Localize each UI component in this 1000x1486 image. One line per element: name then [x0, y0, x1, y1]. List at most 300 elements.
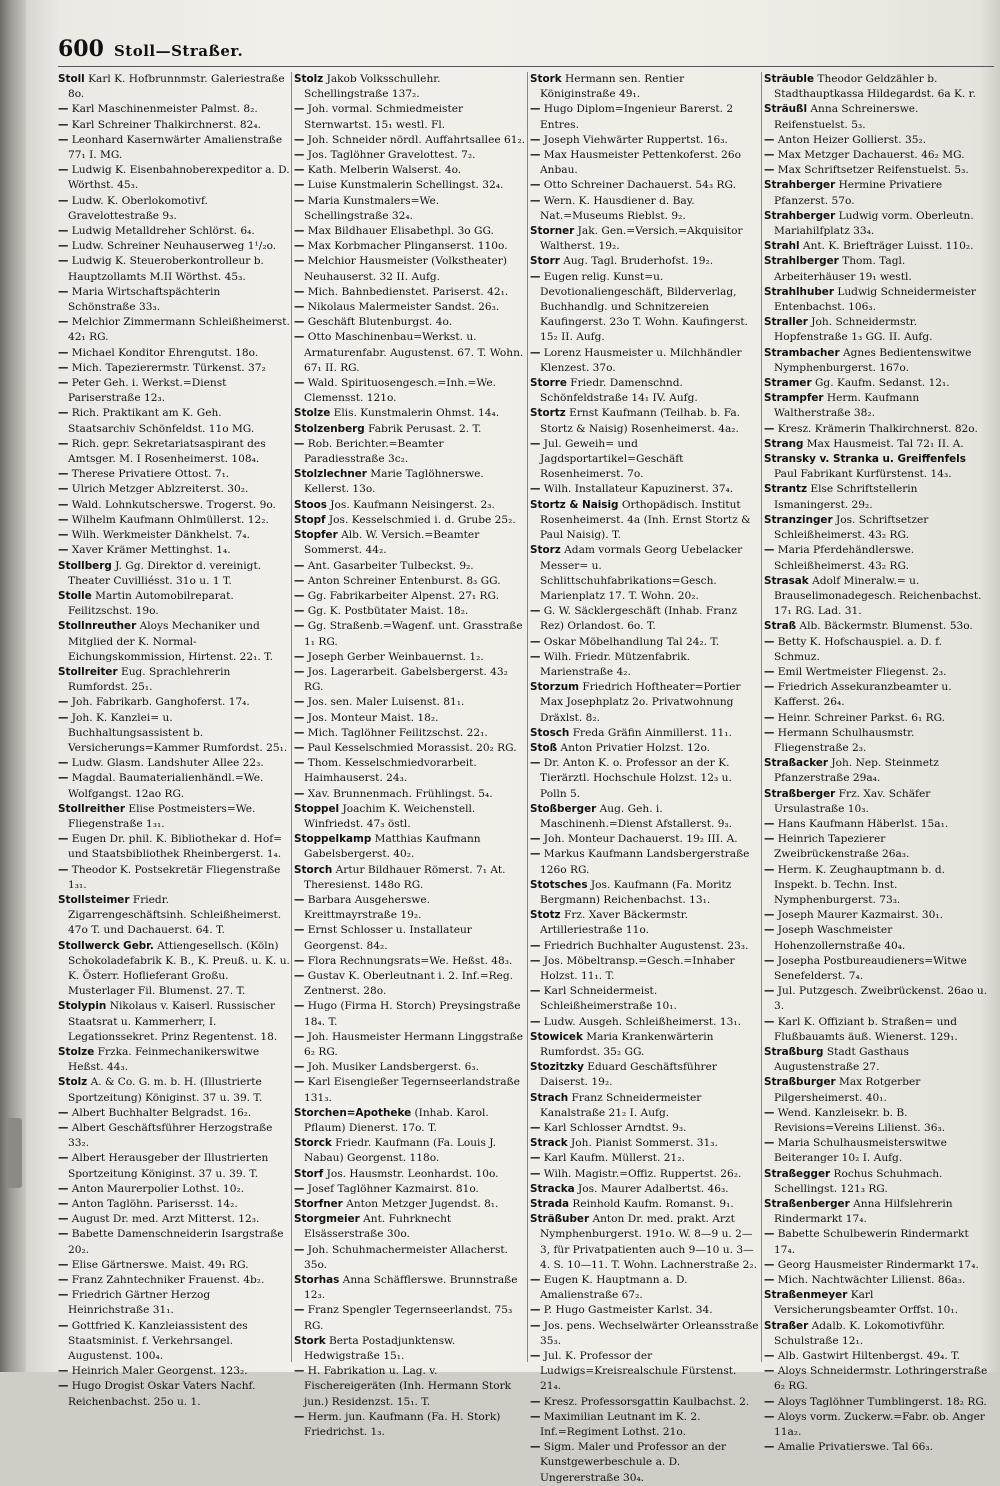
entry-details: Maria Wirtschaftspächterin Schönstraße 33₃.	[68, 285, 221, 314]
entry-surname: —	[294, 665, 305, 678]
entry-details: Jos. Hausmstr. Leonhardst. 10o.	[323, 1167, 499, 1180]
directory-entry	[294, 787, 526, 802]
entry-details: Herm. jun. Kaufmann (Fa. H. Stork) Friedrichst. 1₃.	[304, 1410, 501, 1439]
entry-surname: —	[530, 1350, 541, 1363]
entry-surname: —	[530, 650, 541, 663]
directory-entry	[530, 650, 760, 680]
entry-surname: Stollberg	[58, 559, 112, 572]
entry-details: Markus Kaufmann Landsbergerstraße 126o RG.	[540, 848, 750, 876]
entry-details: Josepha Postbureaudieners=Witwe Senefelderst. 7₄.	[774, 954, 967, 982]
directory-entry	[764, 1015, 990, 1045]
entry-details: Hugo (Firma H. Storch) Preysingstraße 18₄. T.	[304, 1000, 521, 1028]
entry-details: Jos. sen. Maler Luisenst. 81₁.	[304, 696, 465, 709]
entry-details: H. Fabrikation u. Lag. v. Fischereigeräten (Inh. Hermann Stork jun.) Residenzst. 15₁. T.	[304, 1365, 512, 1408]
entry-surname: Stoppel	[294, 802, 340, 815]
entry-details: Joh. Fabrikarb. Ganghoferst. 17₄.	[68, 696, 250, 709]
entry-details: Ludwig K. Steueroberkontrolleur b. Hauptzollamts M.II Wörthst. 45₃.	[68, 255, 264, 283]
directory-entry	[764, 133, 990, 148]
entry-details: Joh. Schneider nördl. Auffahrtsallee 61₂.	[304, 133, 526, 146]
entry-surname: —	[764, 817, 775, 830]
directory-entry	[530, 482, 760, 497]
entry-surname: —	[58, 1182, 69, 1195]
entry-details: Hugo Diplom=Ingenieur Barerst. 2 Entres.	[540, 103, 734, 131]
entry-surname: —	[294, 301, 305, 314]
directory-column-4	[764, 72, 990, 1454]
directory-entry	[58, 939, 290, 1000]
directory-entry	[530, 1151, 760, 1166]
directory-entry	[764, 1136, 990, 1166]
entry-details: Ant. Gasarbeiter Tulbeckst. 9₂.	[304, 559, 474, 572]
directory-entry	[530, 741, 760, 756]
entry-surname: Strambacher	[764, 346, 840, 359]
directory-entry	[764, 1440, 990, 1455]
entry-surname: Stramer	[764, 377, 812, 390]
entry-surname: Stolze	[294, 407, 331, 420]
directory-entry	[58, 1212, 290, 1227]
directory-entry	[530, 847, 760, 877]
entry-details: Wilh. Friedr. Mützenfabrik. Marienstraße 4₂.	[540, 650, 691, 678]
directory-entry	[530, 406, 760, 436]
entry-surname: Stork	[294, 1334, 326, 1347]
directory-entry	[58, 102, 290, 117]
entry-details: Elise Postmeisters=We. Fliegenstraße 1₃₁.	[68, 802, 256, 830]
entry-details: Joh. vormal. Schmiedmeister Sternwartst. 15₁ westl. Fl.	[304, 103, 464, 131]
entry-surname: —	[58, 863, 69, 876]
entry-surname: —	[764, 985, 775, 998]
directory-entry	[764, 635, 990, 665]
directory-entry	[294, 437, 526, 467]
directory-entry	[764, 163, 990, 178]
entry-details: Ulrich Metzger Ablzreiterst. 30₂.	[68, 483, 249, 496]
entry-surname: —	[530, 1395, 541, 1408]
directory-entry	[58, 695, 290, 710]
entry-details: Jul. Putzgesch. Zweibrückenst. 26ao u. 3.	[774, 985, 988, 1013]
directory-entry	[58, 863, 290, 893]
directory-entry	[58, 711, 290, 757]
entry-details: Amalie Privatierswe. Tal 66₃.	[774, 1441, 933, 1454]
entry-surname: Strahberger	[764, 179, 836, 192]
entry-surname: —	[58, 118, 69, 131]
directory-entry	[58, 1197, 290, 1212]
entry-surname: —	[294, 331, 305, 344]
directory-entry	[530, 756, 760, 802]
directory-entry	[58, 665, 290, 695]
directory-entry	[764, 1288, 990, 1318]
entry-details: Jos. Kesselschmied i. d. Grube 25₂.	[325, 513, 516, 526]
directory-entry	[294, 999, 526, 1029]
entry-details: Joachim K. Weichenstell. Winfriedst. 47₃ östl.	[304, 802, 476, 830]
entry-surname: —	[530, 1441, 541, 1454]
entry-surname: —	[294, 240, 305, 253]
entry-surname: Strantz	[764, 483, 807, 496]
directory-entry	[764, 437, 990, 452]
directory-entry	[764, 513, 990, 543]
entry-details: Dr. Anton K. o. Professor an der K. Tierärztl. Hochschule Holzst. 12₃ u. Polln 5.	[540, 757, 732, 800]
directory-entry	[530, 346, 760, 376]
directory-entry	[530, 498, 760, 544]
entry-details: Elis. Kunstmalerin Ohmst. 14₄.	[330, 407, 500, 420]
entry-details: Gg. Fabrikarbeiter Alpenst. 27₁ RG.	[304, 589, 499, 602]
entry-surname: —	[294, 1182, 305, 1195]
entry-surname: Storgmeier	[294, 1213, 360, 1226]
entry-details: Joh. Schuhmachermeister Allacherst. 35o.	[304, 1243, 509, 1271]
entry-surname: —	[764, 863, 775, 876]
entry-details: Joh. K. Kanzlei= u. Buchhaltungsassistent b. Versicherungs=Kammer Rumfordst. 25₁.	[68, 711, 288, 754]
entry-details: Hans Kaufmann Häberlst. 15a₁.	[774, 817, 949, 830]
directory-entry	[764, 1075, 990, 1105]
entry-surname: —	[58, 164, 69, 177]
directory-entry	[764, 254, 990, 284]
entry-surname: —	[764, 1365, 775, 1378]
entry-details: Adolf Mineralw.= u. Brauselimonadegesch. Reichenbachst. 17₁ RG. Lad. 31.	[774, 574, 982, 618]
entry-surname: —	[530, 149, 541, 162]
entry-surname: Stosch	[530, 726, 570, 739]
entry-details: Gg. Kaufm. Sedanst. 12₁.	[811, 377, 950, 390]
entry-details: Berta Postadjunktensw. Hedwigstraße 15₁.	[304, 1334, 456, 1363]
directory-entry	[530, 1121, 760, 1136]
entry-surname: Strang	[764, 437, 804, 450]
entry-surname: —	[58, 437, 69, 450]
directory-entry	[294, 1212, 526, 1242]
directory-entry	[764, 148, 990, 163]
directory-entry	[58, 1379, 290, 1409]
entry-details: Aug. Geh. i. Maschinenh.=Dienst Afstallerst. 9₃.	[540, 802, 733, 830]
entry-details: Friedr. Damenschnd. Schönfeldstraße 14₁ IV. Aufg.	[540, 377, 698, 405]
entry-details: Oskar Möbelhandlung Tal 24₂. T.	[540, 635, 720, 648]
entry-surname: Stolz	[58, 1076, 88, 1089]
entry-surname: —	[764, 924, 775, 937]
entry-surname: —	[530, 1167, 541, 1180]
entry-surname: —	[58, 225, 69, 238]
entry-details: Ant. K. Briefträger Luisst. 110₂.	[799, 240, 974, 253]
entry-surname: Stollwerck Gebr.	[58, 939, 154, 952]
entry-details: Heinrich Maler Georgenst. 123₂.	[68, 1365, 248, 1378]
entry-details: Eduard Geschäftsführer Daiserst. 19₂.	[540, 1061, 717, 1089]
entry-surname: —	[764, 954, 775, 967]
entry-details: Joseph Waschmeister Hohenzollernstraße 40₄.	[774, 924, 906, 952]
entry-surname: —	[294, 893, 305, 906]
entry-surname: —	[294, 164, 305, 177]
directory-entry	[764, 1395, 990, 1410]
directory-entry	[294, 315, 526, 330]
directory-entry	[530, 1273, 760, 1303]
entry-surname: Storf	[294, 1167, 324, 1180]
directory-entry	[530, 194, 760, 224]
directory-entry	[764, 1319, 990, 1349]
directory-entry	[764, 954, 990, 984]
entry-details: Sigm. Maler und Professor an der Kunstgewerbeschule a. D. Ungererstraße 30₄.	[540, 1441, 727, 1484]
entry-surname: —	[58, 696, 69, 709]
entry-surname: —	[764, 422, 775, 435]
entry-surname: —	[58, 772, 69, 785]
directory-entry	[294, 102, 526, 132]
directory-entry	[764, 482, 990, 512]
entry-details: Mich. Tapezierermstr. Türkenst. 37₂	[68, 361, 266, 374]
entry-details: Karl K. Hofbrunnmstr. Galeriestraße 8o.	[68, 73, 285, 101]
entry-surname: —	[294, 696, 305, 709]
entry-surname: —	[764, 833, 775, 846]
entry-surname: —	[530, 1122, 541, 1135]
entry-surname: Stranzinger	[764, 513, 833, 526]
directory-entry	[764, 72, 990, 102]
directory-entry	[294, 422, 526, 437]
entry-details: Jul. K. Professor der Ludwigs=Kreisrealschule Fürstenst. 21₄.	[540, 1350, 737, 1393]
entry-surname: —	[764, 1350, 775, 1363]
directory-entry	[58, 346, 290, 361]
entry-surname: —	[58, 1274, 69, 1287]
entry-surname: —	[294, 1030, 305, 1043]
entry-details: Nikolaus v. Kaiserl. Russischer Staatsrat u. Kammerherr, I. Legationssekret. Prinz Regentenst. 18.	[68, 1000, 278, 1043]
entry-surname: —	[530, 1410, 541, 1423]
directory-entry	[764, 756, 990, 786]
directory-entry	[294, 863, 526, 893]
entry-details: Alb. Bäckermstr. Blumenst. 53o.	[796, 620, 973, 633]
entry-details: Max Metzger Dachauerst. 46₂ MG.	[774, 149, 965, 162]
entry-details: Anton Maurerpolier Lothst. 10₂.	[68, 1182, 245, 1195]
directory-entry	[530, 1410, 760, 1440]
entry-details: Aloys Schneidermstr. Lothringerstraße 6₂ RG.	[774, 1365, 988, 1393]
directory-entry	[294, 604, 526, 619]
directory-entry	[58, 543, 290, 558]
entry-surname: —	[530, 757, 541, 770]
directory-entry	[530, 1167, 760, 1182]
entry-surname: —	[294, 787, 305, 800]
directory-entry	[530, 270, 760, 346]
directory-entry	[764, 817, 990, 832]
entry-surname: —	[58, 285, 69, 298]
directory-entry	[764, 619, 990, 634]
entry-details: Therese Privatiere Ottost. 7₁.	[68, 468, 230, 481]
entry-surname: —	[294, 225, 305, 238]
directory-entry	[764, 908, 990, 923]
entry-surname: Straßburger	[764, 1076, 836, 1089]
entry-surname: Strampfer	[764, 392, 824, 405]
directory-entry	[294, 194, 526, 224]
entry-details: Peter Geh. i. Werkst.=Dienst Pariserstraße 12₃.	[68, 377, 227, 405]
entry-details: Kath. Melberin Walserst. 4o.	[304, 164, 462, 177]
entry-surname: Stowicek	[530, 1030, 583, 1043]
directory-entry	[294, 1303, 526, 1333]
entry-surname: Stolze	[58, 1046, 95, 1058]
directory-entry	[58, 163, 290, 193]
entry-details: Albert Buchhalter Belgradst. 16₂.	[68, 1106, 252, 1119]
directory-entry	[530, 832, 760, 847]
entry-details: Barbara Ausgeherswe. Kreittmayrstraße 19₂.	[304, 893, 431, 922]
directory-entry	[58, 239, 290, 254]
entry-surname: —	[764, 1395, 775, 1408]
entry-surname: Stollnreuther	[58, 620, 137, 633]
entry-details: Maximilian Leutnant im K. 2. Inf.=Regiment Lothst. 21o.	[540, 1410, 701, 1439]
entry-details: Adalb. K. Lokomotivführ. Schulstraße 12₁.	[774, 1319, 946, 1347]
entry-surname: Straßacker	[764, 757, 829, 770]
directory-entry	[764, 787, 990, 817]
entry-surname: —	[294, 285, 305, 298]
entry-details: Georg Hausmeister Rindermarkt 17₄.	[774, 1258, 979, 1271]
directory-entry	[58, 1364, 290, 1379]
directory-entry	[530, 1212, 760, 1273]
entry-details: Ludw. Ausgeh. Schleißheimerst. 13₁.	[540, 1015, 741, 1028]
entry-surname: —	[58, 377, 69, 390]
entry-surname: Sträßuber	[530, 1213, 590, 1226]
entry-surname: Storner	[530, 225, 575, 238]
directory-entry	[764, 863, 990, 909]
entry-details: Frzka. Feinmechanikerswitwe Heßst. 44₃.	[68, 1046, 260, 1074]
entry-surname: —	[530, 483, 541, 496]
directory-entry	[530, 1303, 760, 1318]
entry-surname: —	[530, 1274, 541, 1287]
entry-details: Otto Schreiner Dachauerst. 54₃ RG.	[540, 179, 736, 192]
directory-entry	[294, 1243, 526, 1273]
column-divider	[761, 72, 762, 1362]
entry-surname: —	[764, 665, 775, 678]
entry-details: Ludwig K. Eisenbahnoberexpeditor a. D. Wörthst. 45₃.	[68, 164, 290, 192]
entry-surname: —	[58, 483, 69, 496]
entry-details: Joseph Gerber Weinbauernst. 1₂.	[304, 650, 484, 663]
entry-surname: —	[58, 529, 69, 542]
entry-surname: Stotz	[530, 909, 561, 922]
entry-details: Nikolaus Malermeister Sandst. 26₃.	[304, 301, 500, 314]
directory-entry	[294, 589, 526, 604]
entry-details: Karl Kaufm. Müllerst. 21₂.	[540, 1152, 685, 1165]
entry-surname: —	[58, 346, 69, 359]
directory-entry	[294, 954, 526, 969]
entry-details: Hermine Privatiere Pfanzerst. 57o.	[774, 179, 943, 207]
entry-details: Aloys vorm. Zuckerw.=Fabr. ob. Anger 11a₂.	[774, 1410, 985, 1439]
directory-entry	[58, 802, 290, 832]
directory-entry	[294, 1060, 526, 1075]
entry-surname: —	[530, 270, 541, 283]
directory-entry	[58, 589, 290, 619]
entry-surname: —	[530, 939, 541, 952]
entry-details: Anton Schreiner Entenburst. 8₃ GG.	[304, 574, 501, 587]
entry-surname: Storchen=Apotheke	[294, 1106, 412, 1119]
directory-entry	[294, 133, 526, 148]
entry-details: Albert Geschäftsführer Herzogstraße 33₂.	[68, 1122, 273, 1150]
entry-details: Maria Schulhausmeisterswitwe Beiteranger 10₂ I. Aufg.	[774, 1137, 947, 1165]
entry-details: Geschäft Blutenburgst. 4o.	[304, 316, 453, 329]
entry-surname: —	[58, 1289, 69, 1302]
directory-entry	[530, 908, 760, 938]
entry-details: Jos. Möbeltransp.=Gesch.=Inhaber Holzst. 11₁. T.	[540, 954, 735, 982]
entry-surname: —	[530, 954, 541, 967]
directory-entry	[294, 163, 526, 178]
entry-details: Anton Dr. med. prakt. Arzt Nymphenburgerst. 191o. W. 8—9 u. 2—3, für Privatpatienten auch 9—10 u. 3—4. S. 10—11. T. Wohn. Lachnerstraße 2₂.	[540, 1213, 757, 1271]
entry-surname: Strach	[530, 1091, 569, 1104]
entry-details: Friedrich Hoftheater=Portier Max Josephplatz 2o. Privatwohnung Dräxlst. 8₂.	[540, 681, 741, 724]
entry-surname: Stransky v. Stranka u. Greiffenfels	[764, 453, 966, 466]
entry-details: Friedrich Gärtner Herzog Heinrichstraße 31₁.	[68, 1289, 211, 1317]
directory-entry	[764, 1045, 990, 1075]
directory-entry	[58, 1151, 290, 1181]
entry-details: Gottfried K. Kanzleiassistent des Staatsminist. f. Verkehrsangel. Augustenst. 100₄.	[68, 1319, 248, 1363]
entry-details: Jak. Gen.=Versich.=Akquisitor Waltherst. 19₂.	[540, 225, 743, 253]
directory-entry	[294, 665, 526, 695]
entry-surname: Straßberger	[764, 787, 836, 800]
entry-surname: —	[294, 377, 305, 390]
entry-details: Aloys Taglöhner Tumblingerst. 18₂ RG.	[774, 1395, 987, 1408]
entry-surname: —	[294, 103, 305, 116]
entry-surname: —	[764, 1410, 775, 1423]
entry-details: Frz. Xaver Bäckermstr. Artilleriestraße 11o.	[540, 909, 689, 937]
directory-entry	[294, 1136, 526, 1166]
entry-details: Max Bildhauer Elisabethpl. 3o GG.	[304, 225, 494, 238]
entry-details: Ludwig Schneidermeister Entenbachst. 106₃.	[774, 285, 976, 314]
entry-surname: —	[764, 711, 775, 724]
directory-entry	[530, 939, 760, 954]
entry-details: Anton Taglöhn. Parisersst. 14₂.	[68, 1198, 238, 1211]
entry-surname: Strack	[530, 1137, 568, 1150]
directory-entry	[294, 72, 526, 102]
entry-details: Agnes Bedientenswitwe Nymphenburgerst. 167o.	[774, 346, 972, 374]
entry-details: Joh. Hausmeister Hermann Linggstraße 6₂ RG.	[304, 1030, 524, 1058]
directory-entry	[530, 1182, 760, 1197]
entry-details: Wilh. Installateur Kapuzinerst. 37₄.	[540, 483, 734, 496]
directory-entry	[764, 178, 990, 208]
entry-surname: Stolypin	[58, 1000, 107, 1013]
directory-entry	[58, 406, 290, 436]
entry-details: Karl Versicherungsbeamter Orffst. 10₁.	[774, 1289, 958, 1317]
entry-surname: —	[58, 757, 69, 770]
entry-surname: —	[58, 194, 69, 207]
entry-surname: —	[58, 498, 69, 511]
entry-surname: Stozitzky	[530, 1061, 584, 1074]
directory-entry	[294, 178, 526, 193]
entry-details: Herm. Kaufmann Waltherstraße 38₂.	[774, 392, 920, 420]
directory-entry	[58, 1319, 290, 1365]
entry-details: Wend. Kanzleisekr. b. B. Revisions=Vereins Lilienst. 36₃.	[774, 1106, 946, 1135]
directory-entry	[294, 1273, 526, 1303]
directory-entry	[58, 1106, 290, 1121]
entry-details: Hermann Schulhausmstr. Fliegenstraße 2₃.	[774, 726, 915, 754]
entry-surname: —	[530, 1152, 541, 1165]
entry-details: Wilhelm Kaufmann Ohlmüllerst. 12₂.	[68, 513, 269, 526]
entry-details: Eugen K. Hauptmann a. D. Amalienstraße 67₂.	[540, 1274, 688, 1302]
entry-details: Freda Gräfin Ainmillerst. 11₁.	[569, 726, 732, 739]
entry-details: Anton Heizer Gollierst. 35₂.	[774, 133, 927, 146]
entry-details: Ernst Kaufmann (Teilhab. b. Fa. Stortz & Naisig) Rosenheimerst. 4a₂.	[540, 407, 741, 435]
entry-surname: —	[530, 1319, 541, 1332]
entry-details: Karl Schreiner Thalkirchnerst. 82₄.	[68, 118, 261, 131]
entry-details: Gustav K. Oberleutnant i. 2. Inf.=Reg. Zentnerst. 28o.	[304, 969, 513, 998]
entry-surname: —	[294, 194, 305, 207]
directory-entry	[294, 1364, 526, 1410]
entry-surname: —	[58, 1198, 69, 1211]
entry-details: Jos. Lagerarbeit. Gabelsbergerst. 43₂ RG.	[304, 665, 508, 694]
directory-entry	[530, 635, 760, 650]
directory-entry	[294, 1167, 526, 1182]
directory-entry	[58, 482, 290, 497]
entry-details: Adam vormals Georg Uebelacker Messer= u. Schlittschuhfabrikations=Gesch. Marienplatz 17. T. Wohn. 20₂.	[540, 544, 743, 602]
directory-entry	[764, 315, 990, 345]
entry-details: Jos. pens. Wechselwärter Orleansstraße 35₃.	[540, 1319, 759, 1347]
entry-details: Jos. Schriftsetzer Schleißheimerst. 43₂ RG.	[774, 513, 929, 542]
directory-entry	[530, 1060, 760, 1090]
entry-details: Ant. Fuhrknecht Elsässerstraße 30o.	[304, 1213, 452, 1241]
directory-entry	[530, 802, 760, 832]
directory-entry	[530, 1349, 760, 1395]
entry-surname: —	[58, 833, 69, 846]
entry-details: Wern. K. Hausdiener d. Bay. Nat.=Museums Rieblst. 9₂.	[540, 194, 695, 222]
entry-details: Max Hausmeister Pettenkoferst. 26o Anbau.	[540, 149, 742, 177]
directory-entry	[58, 1121, 290, 1151]
directory-entry	[764, 832, 990, 862]
entry-details: Franz Spengler Tegernseerlandst. 75₃ RG.	[304, 1304, 513, 1332]
entry-details: Eugen relig. Kunst=u. Devotionaliengeschäft, Bilderverlag, Buchhandlg. und Schnitzereien Kaufingerst. 23o T. Wohn. Kaufingerst. 15₂ II. Aufg.	[540, 270, 748, 344]
entry-details: Mich. Taglöhner Feilitzschst. 22₁.	[304, 726, 488, 739]
directory-entry	[294, 619, 526, 649]
entry-surname: —	[58, 1365, 69, 1378]
entry-surname: Strasak	[764, 574, 809, 587]
